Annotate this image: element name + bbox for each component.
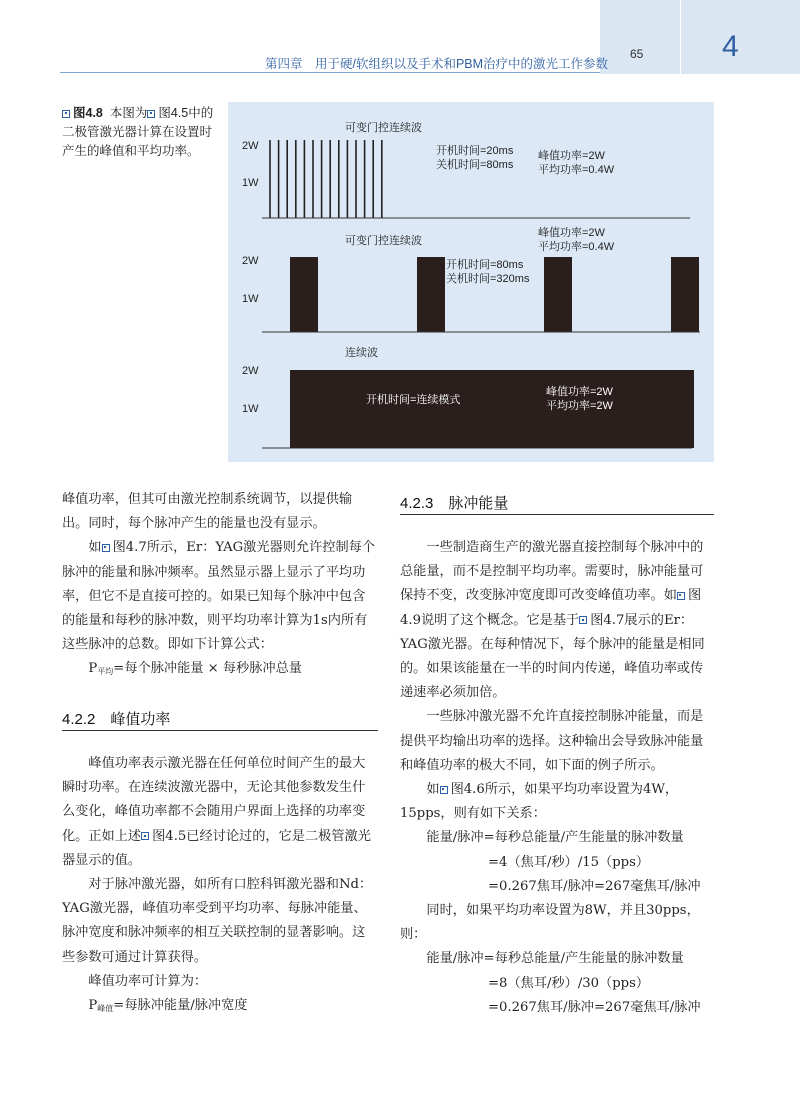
left-paragraph-5: 峰值功率可计算为： <box>88 973 208 989</box>
figure-caption <box>62 104 220 161</box>
right-p3-lead: 如 <box>426 782 440 798</box>
panel3-title: 连续波 <box>345 347 378 359</box>
formula-average-power <box>62 657 378 684</box>
pulse-diagram <box>228 102 714 462</box>
figure-ref-icon[interactable] <box>440 786 448 794</box>
panel2-pulse <box>290 257 318 332</box>
panel1-avg-power: 平均功率=0.4W <box>538 164 615 176</box>
panel1-ylabel-2w: 2W <box>242 140 259 152</box>
right-column <box>400 536 714 1020</box>
panel2-on-time: 开机时间=80ms <box>446 259 524 271</box>
panel1-off-time: 关机时间=80ms <box>436 159 514 171</box>
right-paragraph-1 <box>400 536 714 705</box>
formula-p: P <box>88 661 98 677</box>
panel2-peak-power: 峰值功率=2W <box>538 227 605 239</box>
formula-rest: =每个脉冲能量 × 每秒脉冲总量 <box>113 661 302 677</box>
panel3-continuous-block <box>290 370 694 448</box>
formula-rest: =每脉冲能量/脉冲宽度 <box>113 998 248 1014</box>
header-rule <box>60 72 600 73</box>
panel2-ylabel-2w: 2W <box>242 255 259 267</box>
left-column-bottom <box>62 752 378 1021</box>
caption-ref: 图4.5中 <box>158 106 201 120</box>
right-p1-ref2: 图4.7展示的Er：YAG激光器。在每种情况下，每个脉冲的能量是相同的。如果该能量在一半的时间内传递，峰值功率或传递速率必须加倍。 <box>400 612 705 701</box>
panel3-avg-power: 平均功率=2W <box>546 400 613 412</box>
figure-ref-icon[interactable] <box>141 832 149 840</box>
panel1-pulses <box>270 140 382 218</box>
right-p3-ref: 图4.6所示，如果平均功率设置为4W，15pps，则有如下关系： <box>400 782 679 822</box>
panel2-pulse <box>671 257 699 332</box>
left-paragraph-3 <box>62 752 378 873</box>
running-header: 第四章 用于硬/软组织以及手术和PBM治疗中的激光工作参数 <box>265 57 609 71</box>
left-paragraph-2 <box>62 536 378 657</box>
right-p1-text: 一些制造商生产的激光器直接控制每个脉冲中的总能量，而不是控制平均功率。需要时，脉冲能量可保持不变，改变脉冲宽度即可改变峰值功率。如 <box>400 540 704 604</box>
panel3-on-time: 开机时间=连续模式 <box>366 394 461 406</box>
equation-6: =0.267焦耳/脉冲=267毫焦耳/脉冲 <box>488 999 701 1015</box>
figure-ref-icon[interactable] <box>147 110 155 118</box>
panel1-peak-power: 峰值功率=2W <box>538 150 605 162</box>
left-column-top <box>62 488 378 685</box>
tab-divider <box>680 0 681 74</box>
equation-3: =0.267焦耳/脉冲=267毫焦耳/脉冲 <box>488 878 701 894</box>
right-paragraph-3 <box>400 778 714 826</box>
formula-peak-power <box>62 994 378 1021</box>
figure-ref-icon[interactable] <box>579 616 587 624</box>
figure-ref-icon[interactable] <box>102 544 110 552</box>
left-paragraph-4: 对于脉冲激光器，如所有口腔科铒激光器和Nd：YAG激光器，峰值功率受到平均功率、每脉冲能量、脉冲宽度和脉冲频率的相互关联控制的显著影响。这些参数可通过计算获得。 <box>62 877 373 965</box>
section-4-2-3: 4.2.3 脉冲能量 <box>400 495 509 512</box>
chapter-number: 4 <box>722 30 739 63</box>
formula-sub: 峰值 <box>97 1004 114 1014</box>
left-p2-ref: 图4.7所示，Er：YAG激光器则允许控制每个脉冲的能量和脉冲频率。虽然显示器上显示了平均功率，但它不是直接可控的。如果已知每个脉冲中包含的能量和每秒的脉冲数，则平均功率计算为1s内所有这些脉冲的总数。即如下计算公式： <box>62 540 376 653</box>
panel2-title: 可变门控连续波 <box>345 235 422 247</box>
panel2-off-time: 关机时间=320ms <box>446 273 530 285</box>
panel3-peak-power: 峰值功率=2W <box>546 386 613 398</box>
left-p3-ref: 图4.5已经讨论过的，它是二极管激光器显示的值。 <box>62 828 371 868</box>
right-p1-ref: 图4.9说明了这个概念。它是基于 <box>400 588 702 628</box>
panel3-ylabel-2w: 2W <box>242 365 259 377</box>
figure-ref-icon[interactable] <box>62 110 70 118</box>
equation-4: 能量/脉冲=每秒总能量/产生能量的脉冲数量 <box>426 951 684 967</box>
equation-5: =8（焦耳/秒）/30（pps） <box>488 975 650 991</box>
right-paragraph-2: 一些脉冲激光器不允许直接控制脉冲能量，而是提供平均输出功率的选择。这种输出会导致脉冲能量和峰值功率的极大不同，如下面的例子所示。 <box>400 709 704 773</box>
panel1-ylabel-1w: 1W <box>242 177 259 189</box>
panel1-on-time: 开机时间=20ms <box>436 145 514 157</box>
left-paragraph-1: 峰值功率，但其可由激光控制系统调节，以提供输出。同时，每个脉冲产生的能量也没有显示。 <box>62 492 353 532</box>
equation-2: =4（焦耳/秒）/15（pps） <box>488 854 650 870</box>
left-p3-text: 峰值功率表示激光器在任何单位时间产生的最大瞬时功率。在连续波激光器中，无论其他参数发生什么变化，峰值功率都不会随用户界面上选择的功率变化。正如上述 <box>62 756 366 844</box>
chapter-tab <box>600 0 800 74</box>
page-number: 65 <box>630 47 644 61</box>
section-rule <box>62 730 378 731</box>
left-p2-lead: 如 <box>88 540 102 556</box>
caption-text-1: 本图为 <box>109 106 148 120</box>
formula-p: P <box>88 998 98 1014</box>
figure-4-8 <box>228 102 714 462</box>
panel2-pulse <box>544 257 572 332</box>
panel2-ylabel-1w: 1W <box>242 293 259 305</box>
right-paragraph-4: 同时，如果平均功率设置为8W，并且30pps，则： <box>400 903 700 943</box>
equation-1: 能量/脉冲=每秒总能量/产生能量的脉冲数量 <box>426 830 684 846</box>
formula-sub: 平均 <box>97 667 114 677</box>
caption-text-2: 的二极管激光器计算在设置时产生的峰值和平均功率。 <box>62 106 214 158</box>
panel2-pulse <box>417 257 445 332</box>
panel2-avg-power: 平均功率=0.4W <box>538 241 615 253</box>
panel1-title: 可变门控连续波 <box>345 122 422 134</box>
figure-ref-icon[interactable] <box>677 592 685 600</box>
panel3-ylabel-1w: 1W <box>242 403 259 415</box>
caption-label: 图4.8 <box>73 106 103 120</box>
section-4-2-2: 4.2.2 峰值功率 <box>62 711 171 728</box>
section-rule <box>400 514 714 515</box>
